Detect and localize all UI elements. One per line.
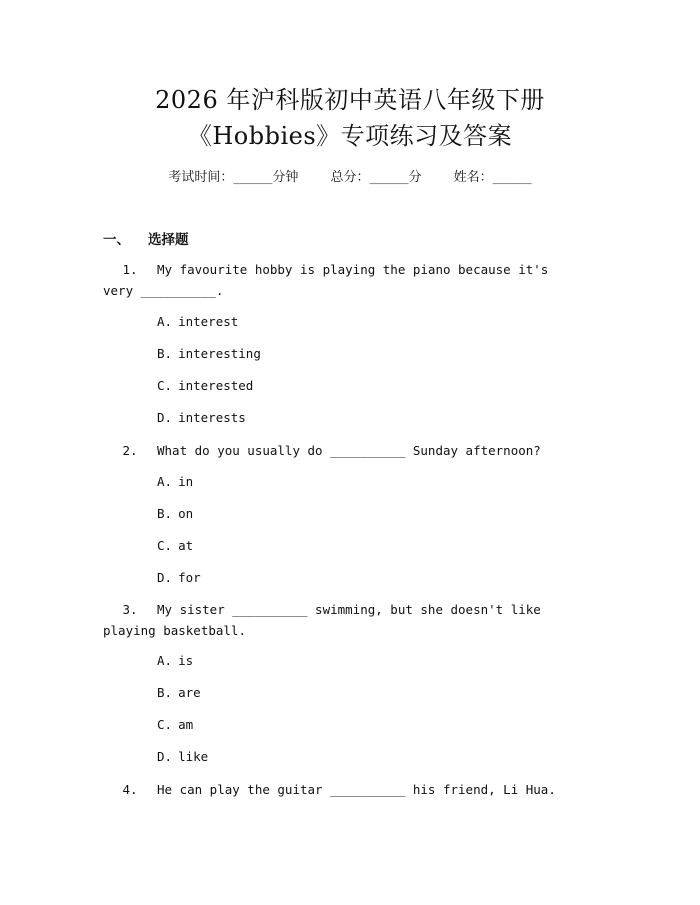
question-2-option-b: [157, 504, 193, 524]
question-number: 4.: [122, 782, 138, 797]
question-2: [103, 440, 573, 461]
option-letter: C.: [157, 378, 173, 393]
question-3-option-c: [157, 715, 193, 735]
option-text: on: [178, 506, 194, 521]
question-2-option-c: [157, 536, 193, 556]
question-4: [103, 779, 573, 800]
document-title-line-1: 2026 年沪科版初中英语八年级下册: [155, 86, 545, 114]
option-text: at: [178, 538, 194, 553]
question-number: 2.: [122, 443, 138, 458]
option-letter: D.: [157, 410, 173, 425]
option-letter: B.: [157, 346, 173, 361]
question-2-option-a: [157, 472, 193, 492]
question-number: 1.: [122, 262, 138, 277]
exam-info: [0, 168, 700, 188]
option-text: are: [178, 685, 201, 700]
option-text: in: [178, 474, 194, 489]
section-number: 一、: [103, 232, 130, 248]
question-3-option-a: [157, 651, 193, 671]
option-letter: C.: [157, 538, 173, 553]
question-text: He can play the guitar __________ his friend, Li Hua.: [157, 782, 556, 797]
question-3: [103, 599, 573, 641]
option-letter: A.: [157, 653, 173, 668]
option-text: interest: [178, 314, 239, 329]
question-1-option-c: [157, 376, 253, 396]
question-1: [103, 259, 573, 301]
document-title-line-2: 《Hobbies》专项练习及答案: [187, 122, 513, 150]
option-letter: D.: [157, 570, 173, 585]
section-title: 选择题: [148, 232, 189, 248]
question-number: 3.: [122, 602, 138, 617]
section-heading: [103, 230, 189, 250]
option-letter: C.: [157, 717, 173, 732]
option-text: like: [178, 749, 209, 764]
question-3-option-b: [157, 683, 201, 703]
option-text: am: [178, 717, 194, 732]
option-letter: A.: [157, 474, 173, 489]
question-2-option-d: [157, 568, 201, 588]
option-text: is: [178, 653, 194, 668]
option-letter: B.: [157, 506, 173, 521]
option-letter: A.: [157, 314, 173, 329]
option-text: interests: [178, 410, 246, 425]
question-1-option-b: [157, 344, 261, 364]
total-score-field: 总分：______分: [330, 170, 422, 185]
question-1-option-a: [157, 312, 238, 332]
question-text: What do you usually do __________ Sunday afternoon?: [157, 443, 541, 458]
question-text: My favourite hobby is playing the piano because it's very __________.: [103, 262, 549, 298]
option-letter: D.: [157, 749, 173, 764]
question-text: My sister __________ swimming, but she doesn't like playing basketball.: [103, 602, 541, 638]
question-1-option-d: [157, 408, 246, 428]
question-3-option-d: [157, 747, 208, 767]
option-text: interesting: [178, 346, 261, 361]
exam-time-field: 考试时间：______分钟: [168, 170, 299, 185]
option-text: interested: [178, 378, 254, 393]
option-text: for: [178, 570, 201, 585]
option-letter: B.: [157, 685, 173, 700]
student-name-field: 姓名：______: [453, 170, 532, 185]
